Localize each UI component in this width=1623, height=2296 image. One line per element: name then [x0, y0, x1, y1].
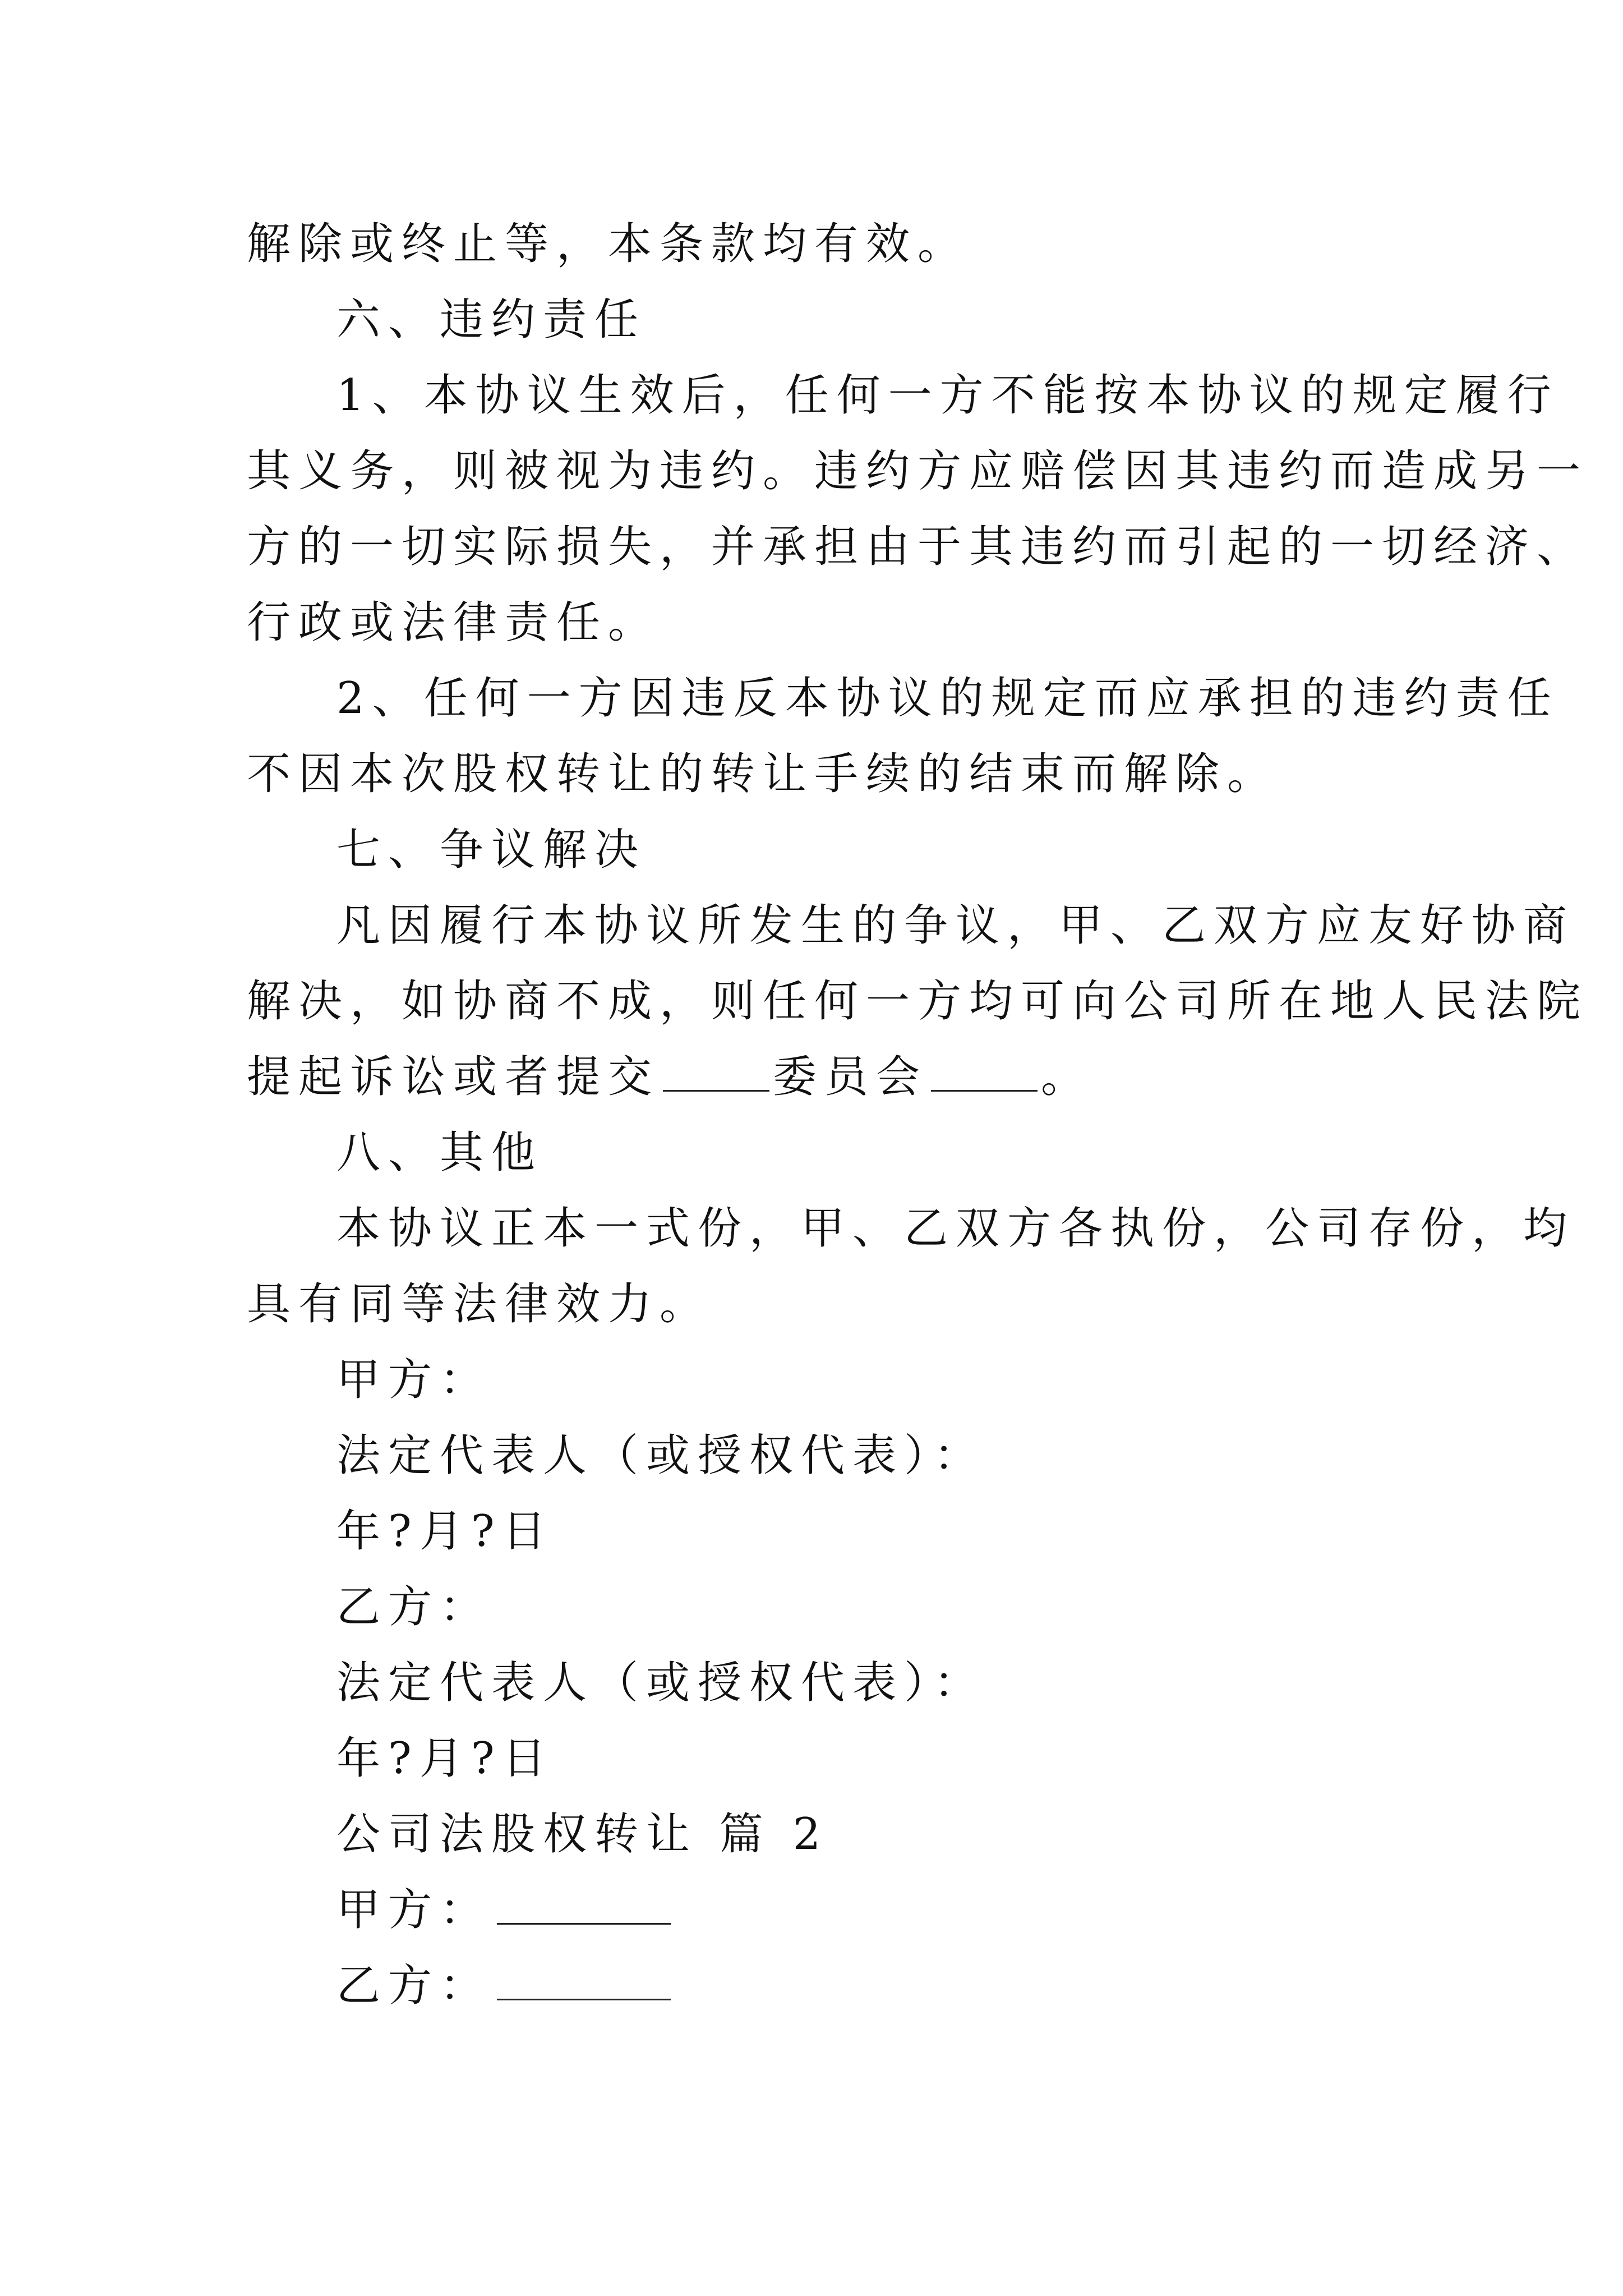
party-b-label: 乙方： [336, 1582, 492, 1632]
paragraph-line: 行政或法律责任。 [247, 597, 660, 648]
fill-in-blank [497, 1996, 671, 2000]
paragraph-line: 解除或终止等，本条款均有效。 [247, 219, 970, 269]
date-line: 年?月?日 [336, 1733, 554, 1784]
legal-representative-label: 法定代表人（或授权代表）： [336, 1430, 986, 1481]
section-heading-dispute: 七、争议解决 [336, 825, 647, 875]
party-b-label: 乙方： [336, 1961, 492, 2011]
paragraph-line: 其义务，则被视为违约。违约方应赔偿因其违约而造成另一 [247, 446, 1589, 496]
fill-in-blank [663, 1088, 769, 1092]
fill-in-blank [497, 1921, 671, 1925]
paragraph-line: 本协议正本一式份，甲、乙双方各执份，公司存份，均 [336, 1203, 1575, 1254]
paragraph-text: 提起诉讼或者提交 [247, 1052, 660, 1102]
paragraph-line-with-blanks [247, 1049, 1092, 1105]
paragraph-text: 。 [1041, 1052, 1093, 1102]
paragraph-line: 2、任何一方因违反本协议的规定而应承担的违约责任 [336, 673, 1559, 724]
party-a-label: 甲方： [336, 1885, 492, 1935]
article-title: 公司法股权转让 篇 2 [336, 1809, 829, 1860]
section-heading-breach: 六、违约责任 [336, 295, 647, 345]
paragraph-line: 1、本协议生效后，任何一方不能按本协议的规定履行 [336, 370, 1559, 421]
legal-representative-label: 法定代表人（或授权代表）： [336, 1658, 986, 1708]
paragraph-line: 方的一切实际损失，并承担由于其违约而引起的一切经济、 [247, 522, 1589, 572]
fill-in-blank [931, 1088, 1038, 1092]
party-a-label: 甲方： [336, 1355, 492, 1405]
paragraph-line: 凡因履行本协议所发生的争议，甲、乙双方应友好协商 [336, 900, 1575, 951]
party-a-field [336, 1882, 671, 1938]
date-line: 年?月?日 [336, 1506, 554, 1557]
party-b-field [336, 1958, 671, 2014]
paragraph-line: 不因本次股权转让的转让手续的结束而解除。 [247, 749, 1279, 799]
paragraph-line: 具有同等法律效力。 [247, 1279, 712, 1329]
paragraph-line: 解决，如协商不成，则任何一方均可向公司所在地人民法院 [247, 976, 1589, 1027]
paragraph-text: 委员会 [773, 1052, 928, 1102]
section-heading-other: 八、其他 [336, 1128, 543, 1178]
